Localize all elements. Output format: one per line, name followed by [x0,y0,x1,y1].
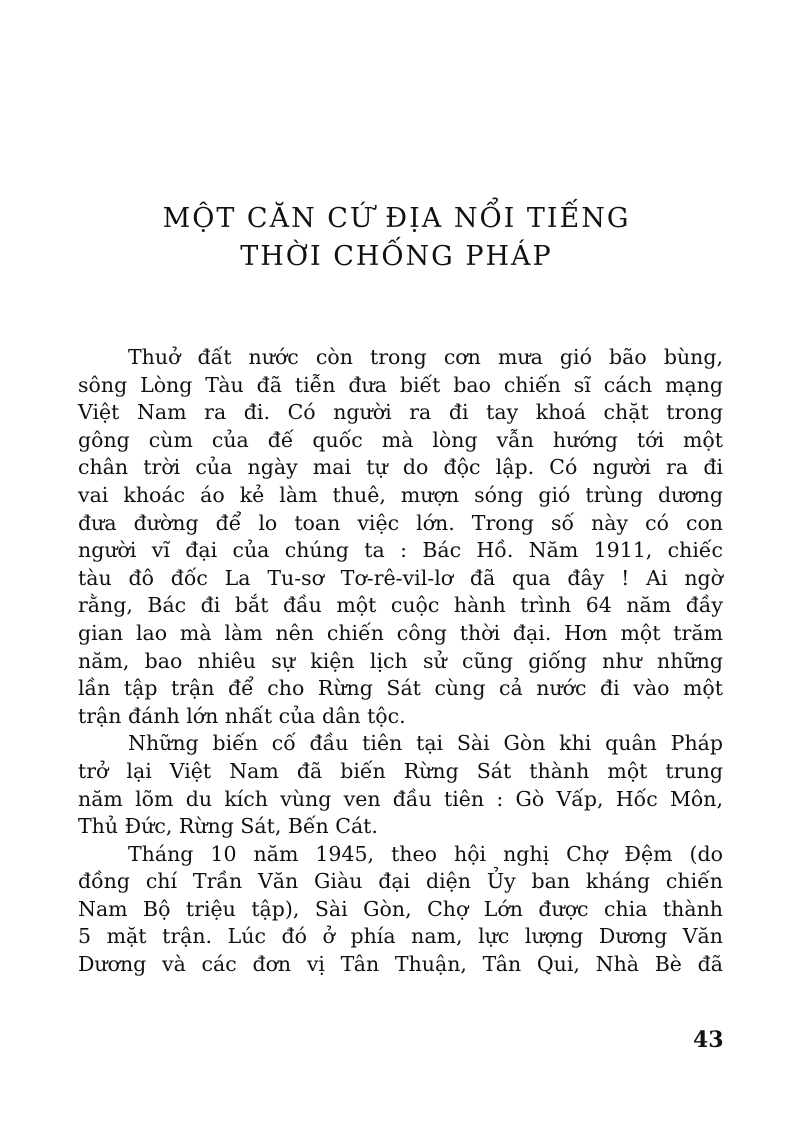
body-text [78,344,723,979]
chapter-title-line: MỘT CĂN CỨ ĐỊA NỔI TIẾNG [162,203,631,234]
text-line: 5 mặt trận. Lúc đó ở phía nam, lực lượng Dương Văn [78,924,723,949]
paragraph [78,730,723,840]
text-line: trở lại Việt Nam đã biến Rừng Sát thành một trung [78,758,723,783]
text-line: sông Lòng Tàu đã tiễn đưa biết bao chiến sĩ cách mạng [78,372,723,397]
text-line: đưa đường để lo toan việc lớn. Trong số này có con [78,510,723,535]
paragraph [78,841,723,979]
text-line: Việt Nam ra đi. Có người ra đi tay khoá chặt trong [78,400,723,425]
text-line: gông cùm của đế quốc mà lòng vẫn hướng tới một [78,427,723,452]
text-line: gian lao mà làm nên chiến công thời đại. Hơn một trăm [78,620,723,645]
text-line: tàu đô đốc La Tu-sơ Tơ-rê-vil-lơ đã qua đây ! Ai ngờ [78,565,723,590]
text-line: lần tập trận để cho Rừng Sát cùng cả nước đi vào một [78,676,723,701]
text-line: Thuở đất nước còn trong cơn mưa gió bão bùng, [128,345,723,369]
text-line: Nam Bộ triệu tập), Sài Gòn, Chợ Lớn được chia thành [78,896,723,921]
chapter-title-line: THỜI CHỐNG PHÁP [240,241,553,272]
chapter-title [0,200,793,276]
text-line: đồng chí Trần Văn Giàu đại diện Ủy ban kháng chiến [78,869,723,894]
text-line: chân trời của ngày mai tự do độc lập. Có người ra đi [78,455,723,480]
text-line: Những biến cố đầu tiên tại Sài Gòn khi quân Pháp [128,731,723,756]
page-number: 43 [693,1027,724,1053]
text-line: năm, bao nhiêu sự kiện lịch sử cũng giống như những [78,648,723,673]
text-line: Tháng 10 năm 1945, theo hội nghị Chợ Đệm (do [128,841,723,866]
paragraph [78,344,723,730]
text-line: năm lõm du kích vùng ven đầu tiên : Gò Vấp, Hốc Môn, [78,786,723,811]
text-line: rằng, Bác đi bắt đầu một cuộc hành trình 64 năm đầy [78,593,723,618]
text-line: Dương và các đơn vị Tân Thuận, Tân Qui, Nhà Bè đã [78,952,723,977]
text-line: người vĩ đại của chúng ta : Bác Hồ. Năm 1911, chiếc [78,538,723,563]
text-line: vai khoác áo kẻ làm thuê, mượn sóng gió trùng dương [78,482,723,507]
text-line: Thủ Đức, Rừng Sát, Bến Cát. [78,814,378,839]
text-line: trận đánh lớn nhất của dân tộc. [78,703,406,728]
